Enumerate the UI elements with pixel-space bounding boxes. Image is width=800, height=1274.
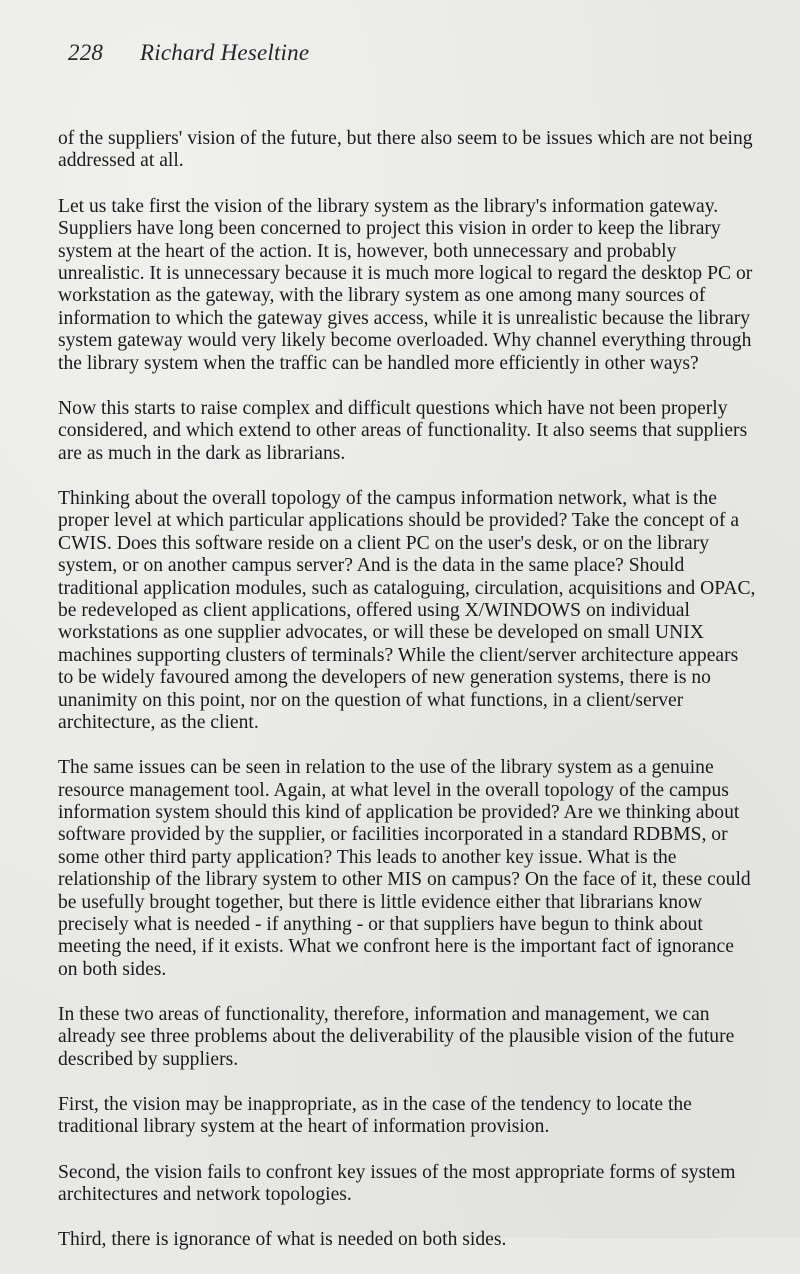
paragraph-9: Third, there is ignorance of what is needed on both sides. bbox=[58, 1229, 507, 1251]
paragraph-7: First, the vision may be inappropriate, as in the case of the tendency to locate the traditional library system at the heart of information provision. bbox=[58, 1094, 692, 1138]
paragraph-3: Now this starts to raise complex and difficult questions which have not been properly considered, and which extend to other areas of functionality. It also seems that suppliers are as much in the dark as librarians. bbox=[58, 397, 748, 464]
paragraph-1: of the suppliers' vision of the future, but there also seem to be issues which are not being addressed at all. bbox=[58, 128, 753, 172]
paragraph-5: The same issues can be seen in relation to the use of the library system as a genuine resource management tool. Again, at what level in the overall topology of the campus information system should this kind of application be provided? Are we thinking about software provided by the supplier, or facilities incorporated in a standard RDBMS, or some other third party application? This leads to another key issue. What is the relationship of the library system to other MIS on campus? On the face of it, these could be usefully brought together, but there is little evidence either that librarians know precisely what is needed - if anything - or that suppliers have begun to think about meeting the need, if it exists. What we confront here is the important fact of ignorance on both sides. bbox=[58, 757, 751, 980]
paragraph-6: In these two areas of functionality, therefore, information and management, we can already see three problems about the deliverability of the plausible vision of the future described by suppliers. bbox=[58, 1004, 735, 1070]
body-text bbox=[58, 128, 758, 1274]
page-number: 228 bbox=[68, 40, 104, 65]
paragraph-2: Let us take first the vision of the library system as the library's information gateway. Suppliers have long been concerned to project this vision in order to keep the library system at the heart of the action. It is, however, both unnecessary and probably unrealistic. It is unnecessary because it is much more logical to regard the desktop PC or workstation as the gateway, with the library system as one among many sources of information to which the gateway gives access, while it is unrealistic because the library system gateway would very likely become overloaded. Why channel everything through the library system when the traffic can be handled more efficiently in other ways? bbox=[58, 195, 753, 374]
author-name: Richard Heseltine bbox=[140, 40, 310, 65]
paragraph-8: Second, the vision fails to confront key issues of the most appropriate forms of system architectures and network topologies. bbox=[58, 1161, 736, 1206]
paragraph-4: Thinking about the overall topology of the campus information network, what is the proper level at which particular applications should be provided? Take the concept of a CWIS. Does this software reside on a client PC on the user's desk, or on the library system, or on another campus server? And is the data in the same place? Should traditional application modules, such as cataloguing, circulation, acquisitions and OPAC, be redeveloped as client applications, offered using X/WINDOWS on individual workstations as one supplier advocates, or will these be developed on small UNIX machines supporting clusters of terminals? While the client/server architecture appears to be widely favoured among the developers of new generation systems, there is no unanimity on this point, nor on the question of what functions, in a client/server architecture, as the client. bbox=[58, 487, 756, 733]
running-head bbox=[68, 40, 309, 66]
